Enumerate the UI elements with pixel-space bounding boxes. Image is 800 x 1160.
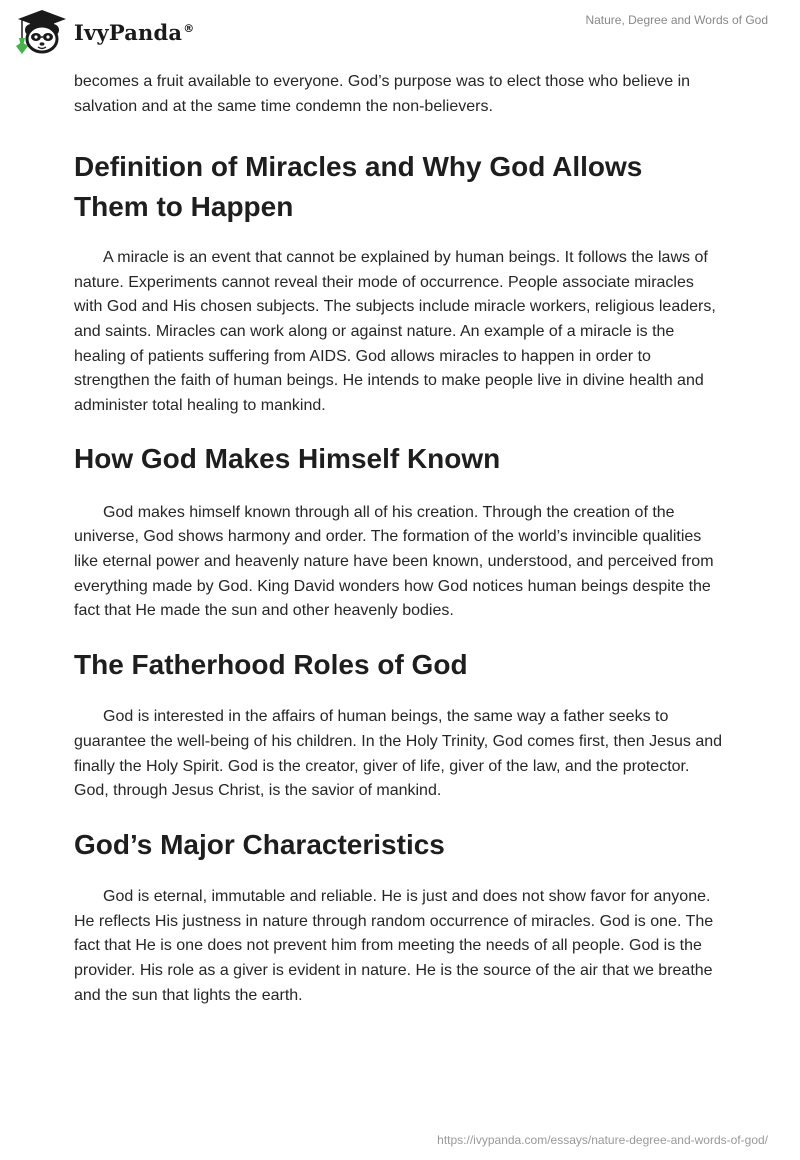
section-paragraph-miracles: A miracle is an event that cannot be explained by human beings. It follows the laws of nature. Experiments cannot reveal their mode of occurrence. People associate miracles with God and His chosen subjects. The subjects include miracle workers, religious leaders, and saints. Miracles can work along or against nature. An example of a miracle is the healing of patients suffering from AIDS. God allows miracles to happen in order to strengthen the faith of human beings. He intends to make people live in divine health and administer total healing to mankind. [74,249,716,414]
intro-paragraph: becomes a fruit available to everyone. God’s purpose was to elect those who believe in salvation and at the same time condemn the non-believers. [74,73,691,115]
panda-graduation-cap-icon [14,8,70,56]
section-heading-characteristics: God’s Major Characteristics [74,828,445,860]
section-heading-fatherhood: The Fatherhood Roles of God [74,648,468,680]
source-url[interactable]: https://ivypanda.com/essays/nature-degree-and-words-of-god/ [437,1133,768,1147]
ivypanda-logo[interactable] [14,8,195,56]
document-title: Nature, Degree and Words of God [585,13,768,27]
article-body [74,70,724,1008]
brand-name: IvyPanda® [74,19,195,45]
section-paragraph-characteristics: God is eternal, immutable and reliable. He is just and does not show favor for anyone. He reflects His justness in nature through random occurrence of miracles. God is one. The fact that He is one does not prevent him from meeting the needs of all people. God is the provider. His role as a giver is evident in nature. He is the source of the air that we breathe and the sun that lights the earth. [74,888,714,1004]
page-header [0,0,800,70]
section-heading-god-known: How God Makes Himself Known [74,443,501,475]
section-paragraph-god-known: God makes himself known through all of his creation. Through the creation of the universe, God shows harmony and order. The formation of the world’s invincible qualities like eternal power and heavenly nature have been known, understood, and perceived from everything made by God. King David wonders how God notices human beings despite the fact that He made the sun and other heavenly bodies. [74,503,714,620]
section-paragraph-fatherhood: God is interested in the affairs of human beings, the same way a father seeks to guarantee the well-being of his children. In the Holy Trinity, God comes first, then Jesus and finally the Holy Spirit. God is the creator, giver of life, giver of the law, and the protector. God, through Jesus Christ, is the savior of mankind. [74,708,723,800]
registered-mark: ® [183,21,195,35]
section-heading-miracles: Definition of Miracles and Why God Allows Them to Happen [74,151,643,222]
